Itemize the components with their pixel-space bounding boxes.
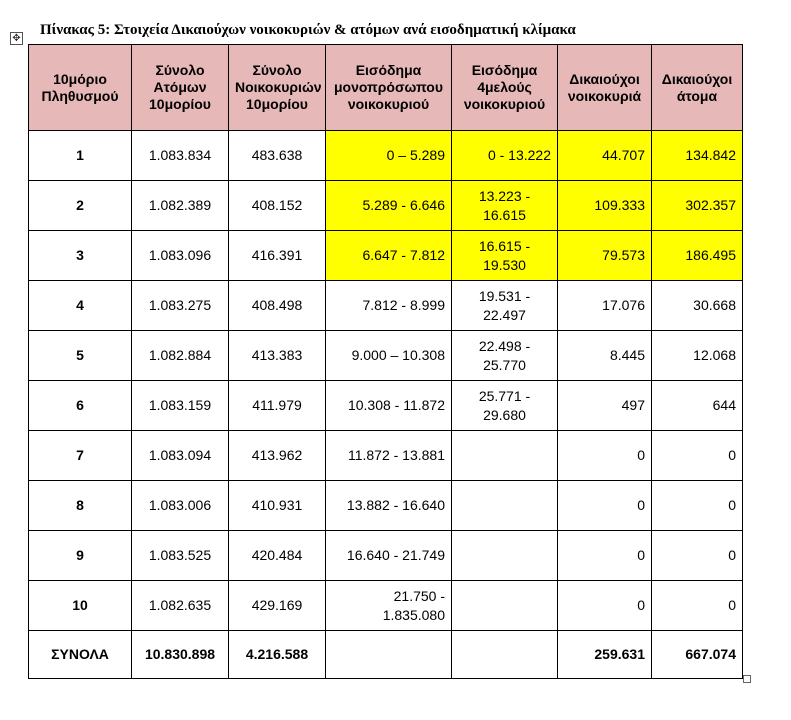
cell-decile: 8 xyxy=(29,481,132,531)
cell-income-four xyxy=(452,481,558,531)
cell-households: 416.391 xyxy=(229,231,326,281)
cell-persons: 1.083.275 xyxy=(132,281,229,331)
cell-decile: 2 xyxy=(29,181,132,231)
totals-income-single xyxy=(326,631,452,679)
cell-ben-households: 79.573 xyxy=(558,231,652,281)
cell-households: 411.979 xyxy=(229,381,326,431)
cell-income-four: 25.771 - 29.680 xyxy=(452,381,558,431)
cell-persons: 1.082.389 xyxy=(132,181,229,231)
cell-income-single: 10.308 - 11.872 xyxy=(326,381,452,431)
totals-row xyxy=(29,631,743,679)
table-row xyxy=(29,381,743,431)
totals-label: ΣΥΝΟΛΑ xyxy=(29,631,132,679)
cell-income-four xyxy=(452,581,558,631)
cell-income-single: 11.872 - 13.881 xyxy=(326,431,452,481)
totals-ben-households: 259.631 xyxy=(558,631,652,679)
cell-income-four: 0 - 13.222 xyxy=(452,131,558,181)
cell-income-single: 5.289 - 6.646 xyxy=(326,181,452,231)
cell-income-single: 21.750 - 1.835.080 xyxy=(326,581,452,631)
table-row xyxy=(29,131,743,181)
cell-ben-households: 8.445 xyxy=(558,331,652,381)
cell-persons: 1.083.094 xyxy=(132,431,229,481)
cell-ben-persons: 302.357 xyxy=(652,181,743,231)
cell-ben-persons: 0 xyxy=(652,481,743,531)
cell-persons: 1.082.884 xyxy=(132,331,229,381)
cell-income-four xyxy=(452,431,558,481)
cell-persons: 1.083.525 xyxy=(132,531,229,581)
cell-decile: 10 xyxy=(29,581,132,631)
cell-ben-households: 0 xyxy=(558,581,652,631)
cell-decile: 7 xyxy=(29,431,132,481)
cell-households: 420.484 xyxy=(229,531,326,581)
cell-households: 408.498 xyxy=(229,281,326,331)
totals-income-four xyxy=(452,631,558,679)
cell-households: 429.169 xyxy=(229,581,326,631)
cell-income-four xyxy=(452,531,558,581)
cell-ben-households: 17.076 xyxy=(558,281,652,331)
data-table xyxy=(28,44,743,679)
cell-income-four: 16.615 - 19.530 xyxy=(452,231,558,281)
cell-ben-persons: 30.668 xyxy=(652,281,743,331)
table-resize-handle[interactable] xyxy=(743,675,751,683)
header-row xyxy=(29,45,743,131)
cell-income-single: 9.000 – 10.308 xyxy=(326,331,452,381)
cell-households: 410.931 xyxy=(229,481,326,531)
cell-decile: 6 xyxy=(29,381,132,431)
table-row xyxy=(29,181,743,231)
table-row xyxy=(29,231,743,281)
table-row xyxy=(29,481,743,531)
cell-ben-households: 0 xyxy=(558,431,652,481)
cell-income-four: 19.531 - 22.497 xyxy=(452,281,558,331)
cell-persons: 1.083.006 xyxy=(132,481,229,531)
cell-ben-households: 109.333 xyxy=(558,181,652,231)
header-income-four: Εισόδημα 4μελούς νοικοκυριού xyxy=(452,45,558,131)
header-income-single: Εισόδημα μονοπρόσωπου νοικοκυριού xyxy=(326,45,452,131)
cell-ben-households: 497 xyxy=(558,381,652,431)
cell-decile: 1 xyxy=(29,131,132,181)
cell-ben-households: 0 xyxy=(558,531,652,581)
header-beneficiary-households: Δικαιούχοι νοικοκυριά xyxy=(558,45,652,131)
cell-households: 483.638 xyxy=(229,131,326,181)
totals-households: 4.216.588 xyxy=(229,631,326,679)
cell-ben-persons: 644 xyxy=(652,381,743,431)
cell-ben-persons: 0 xyxy=(652,431,743,481)
table-row xyxy=(29,331,743,381)
header-total-households: Σύνολο Νοικοκυριών 10μορίου xyxy=(229,45,326,131)
cell-income-four: 22.498 - 25.770 xyxy=(452,331,558,381)
cell-persons: 1.083.159 xyxy=(132,381,229,431)
cell-ben-persons: 0 xyxy=(652,531,743,581)
cell-decile: 5 xyxy=(29,331,132,381)
cell-income-single: 16.640 - 21.749 xyxy=(326,531,452,581)
cell-persons: 1.083.834 xyxy=(132,131,229,181)
header-total-persons: Σύνολο Ατόμων 10μορίου xyxy=(132,45,229,131)
table-caption: Πίνακας 5: Στοιχεία Δικαιούχων νοικοκυριών & ατόμων ανά εισοδηματική κλίμακα xyxy=(40,22,576,38)
table-row xyxy=(29,431,743,481)
cell-persons: 1.083.096 xyxy=(132,231,229,281)
cell-ben-households: 0 xyxy=(558,481,652,531)
cell-decile: 4 xyxy=(29,281,132,331)
totals-persons: 10.830.898 xyxy=(132,631,229,679)
cell-ben-persons: 186.495 xyxy=(652,231,743,281)
cell-ben-persons: 134.842 xyxy=(652,131,743,181)
cell-households: 413.383 xyxy=(229,331,326,381)
cell-income-single: 7.812 - 8.999 xyxy=(326,281,452,331)
cell-households: 413.962 xyxy=(229,431,326,481)
cell-ben-persons: 0 xyxy=(652,581,743,631)
cell-income-single: 13.882 - 16.640 xyxy=(326,481,452,531)
cell-income-single: 0 – 5.289 xyxy=(326,131,452,181)
cell-income-single: 6.647 - 7.812 xyxy=(326,231,452,281)
table-move-icon[interactable]: ✥ xyxy=(10,32,23,45)
header-decile: 10μόριο Πληθυσμού xyxy=(29,45,132,131)
cell-income-four: 13.223 - 16.615 xyxy=(452,181,558,231)
cell-persons: 1.082.635 xyxy=(132,581,229,631)
header-beneficiary-persons: Δικαιούχοι άτομα xyxy=(652,45,743,131)
table-row xyxy=(29,281,743,331)
cell-decile: 3 xyxy=(29,231,132,281)
table-row xyxy=(29,581,743,631)
cell-ben-households: 44.707 xyxy=(558,131,652,181)
cell-decile: 9 xyxy=(29,531,132,581)
cell-households: 408.152 xyxy=(229,181,326,231)
totals-ben-persons: 667.074 xyxy=(652,631,743,679)
table-row xyxy=(29,531,743,581)
cell-ben-persons: 12.068 xyxy=(652,331,743,381)
